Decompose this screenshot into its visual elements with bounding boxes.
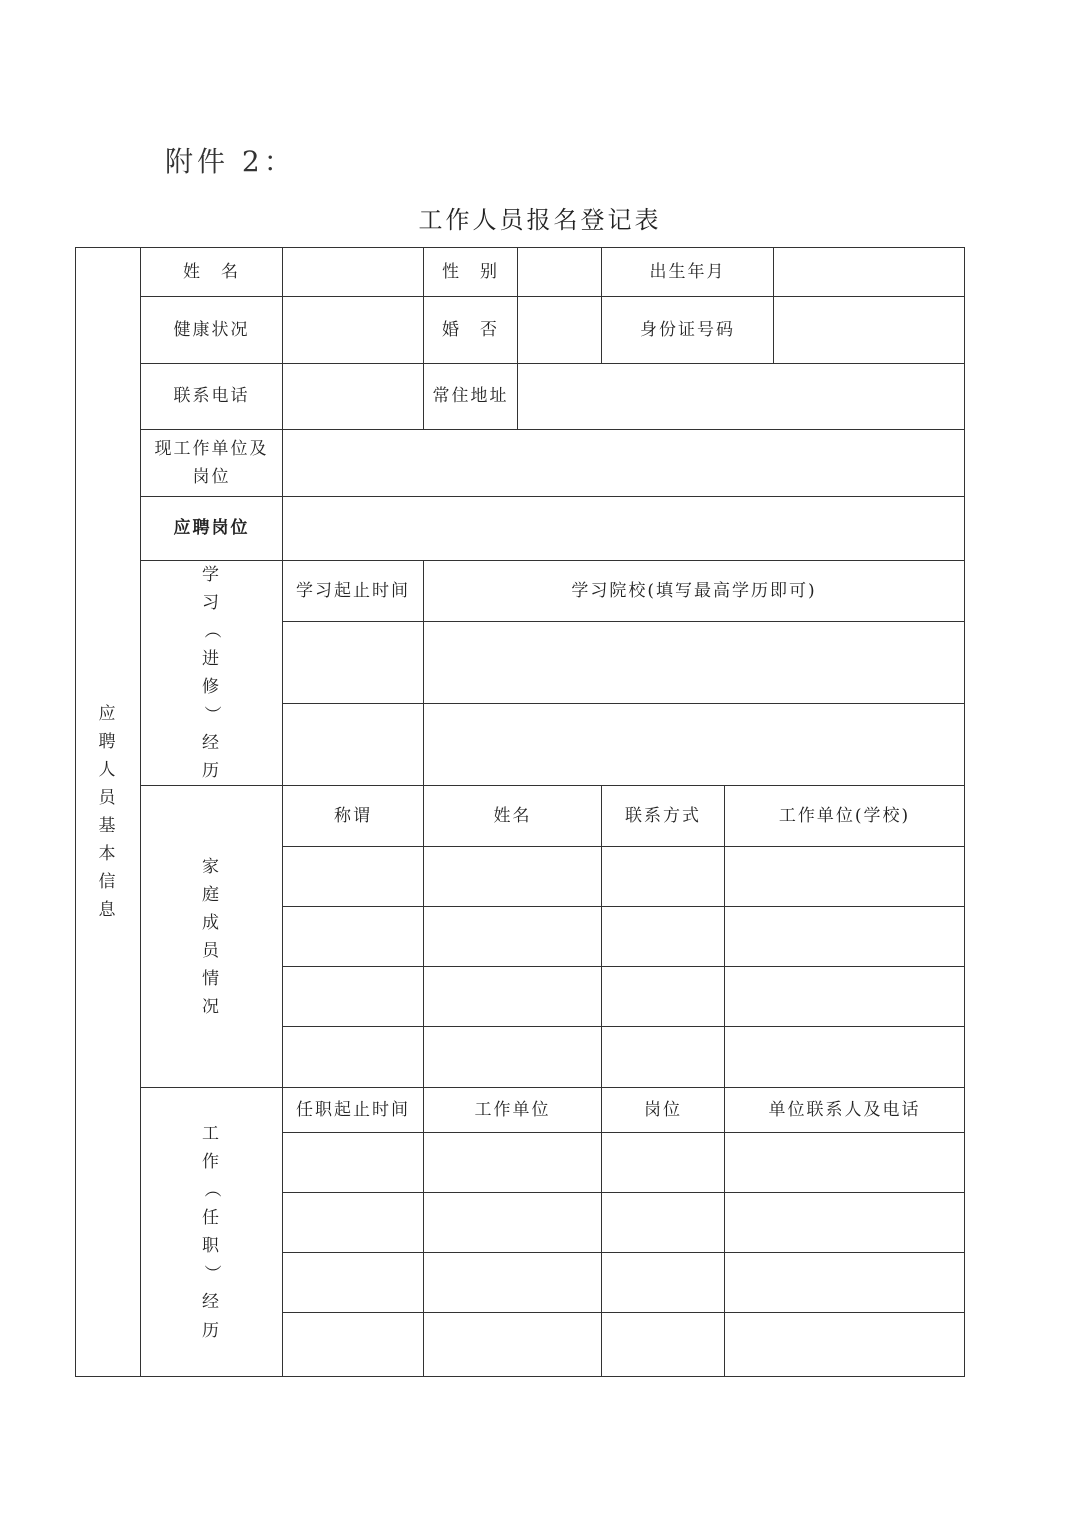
- row-basic-1: [76, 248, 965, 297]
- marital-label: 婚 否: [424, 297, 518, 364]
- education-char: 经: [202, 733, 221, 754]
- education-char: 学: [202, 565, 221, 585]
- work-col-unit: 工作单位: [424, 1088, 602, 1133]
- applied-position-label: 应聘岗位: [141, 497, 283, 561]
- education-time-field[interactable]: [283, 704, 424, 786]
- work-contact-field[interactable]: [725, 1193, 965, 1253]
- family-relation-field[interactable]: [283, 907, 424, 967]
- work-position-field[interactable]: [602, 1313, 725, 1377]
- family-char: 况: [202, 996, 221, 1017]
- family-char: 家: [202, 856, 221, 877]
- health-field[interactable]: [283, 297, 424, 364]
- section-label-applicant-info: [76, 248, 141, 1377]
- work-contact-field[interactable]: [725, 1133, 965, 1193]
- work-char: 历: [202, 1320, 221, 1341]
- family-name-field[interactable]: [424, 967, 602, 1027]
- family-relation-field[interactable]: [283, 847, 424, 907]
- row-current-job: [76, 430, 965, 497]
- form-title: 工作人员报名登记表: [418, 206, 662, 234]
- work-unit-field[interactable]: [424, 1253, 602, 1313]
- section-char: 本: [98, 844, 118, 865]
- registration-table: [75, 247, 965, 1377]
- work-unit-field[interactable]: [424, 1193, 602, 1253]
- birth-label: 出生年月: [602, 248, 774, 297]
- gender-field[interactable]: [518, 248, 602, 297]
- id-number-field[interactable]: [774, 297, 965, 364]
- family-contact-field[interactable]: [602, 1027, 725, 1088]
- section-char: 信: [98, 872, 118, 893]
- family-name-field[interactable]: [424, 1027, 602, 1088]
- row-work-header: [76, 1088, 965, 1133]
- current-job-label: [141, 430, 283, 497]
- section-char: 聘: [98, 732, 118, 753]
- work-time-field[interactable]: [283, 1193, 424, 1253]
- family-col-relation: 称谓: [283, 786, 424, 847]
- work-position-field[interactable]: [602, 1253, 725, 1313]
- family-col-name: 姓名: [424, 786, 602, 847]
- section-char: 息: [98, 900, 118, 921]
- work-time-field[interactable]: [283, 1313, 424, 1377]
- family-char: 庭: [202, 884, 221, 905]
- family-col-contact: 联系方式: [602, 786, 725, 847]
- education-time-field[interactable]: [283, 622, 424, 704]
- id-number-label: 身份证号码: [602, 297, 774, 364]
- registration-form: [75, 247, 964, 1341]
- family-char: 情: [202, 968, 221, 989]
- applied-position-field[interactable]: [283, 497, 965, 561]
- work-time-field[interactable]: [283, 1133, 424, 1193]
- work-char: 任: [202, 1208, 221, 1229]
- name-label: 姓 名: [141, 248, 283, 297]
- family-workplace-field[interactable]: [725, 1027, 965, 1088]
- family-contact-field[interactable]: [602, 967, 725, 1027]
- row-education-header: [76, 561, 965, 622]
- education-char: 习: [202, 593, 221, 614]
- address-field[interactable]: [518, 364, 965, 430]
- family-char: 员: [202, 940, 221, 961]
- section-char: 应: [98, 704, 118, 724]
- section-char: 员: [98, 788, 118, 809]
- family-workplace-field[interactable]: [725, 847, 965, 907]
- work-char: 作: [202, 1152, 221, 1173]
- family-char: 成: [202, 912, 221, 933]
- education-side-label: [141, 561, 283, 786]
- marital-field[interactable]: [518, 297, 602, 364]
- row-family-header: [76, 786, 965, 847]
- attachment-label: 附件 2：: [165, 145, 296, 178]
- work-unit-field[interactable]: [424, 1133, 602, 1193]
- family-name-field[interactable]: [424, 907, 602, 967]
- family-col-workplace: 工作单位(学校): [725, 786, 965, 847]
- section-char: 人: [98, 760, 118, 781]
- education-col-school: 学习院校(填写最高学历即可): [424, 561, 965, 622]
- work-char: ）: [201, 1264, 222, 1284]
- work-char: （: [201, 1180, 222, 1200]
- education-school-field[interactable]: [424, 622, 965, 704]
- work-unit-field[interactable]: [424, 1313, 602, 1377]
- work-col-time: 任职起止时间: [283, 1088, 424, 1133]
- health-label: 健康状况: [141, 297, 283, 364]
- work-char: 职: [202, 1236, 221, 1257]
- row-basic-2: [76, 297, 965, 364]
- row-basic-3: [76, 364, 965, 430]
- gender-label: 性 别: [424, 248, 518, 297]
- education-col-time: 学习起止时间: [283, 561, 424, 622]
- work-char: 工: [202, 1124, 221, 1145]
- family-relation-field[interactable]: [283, 1027, 424, 1088]
- education-char: 历: [202, 761, 221, 782]
- name-field[interactable]: [283, 248, 424, 297]
- work-position-field[interactable]: [602, 1193, 725, 1253]
- phone-field[interactable]: [283, 364, 424, 430]
- work-col-contact: 单位联系人及电话: [725, 1088, 965, 1133]
- family-contact-field[interactable]: [602, 847, 725, 907]
- phone-label: 联系电话: [141, 364, 283, 430]
- birth-field[interactable]: [774, 248, 965, 297]
- family-side-label: [141, 786, 283, 1088]
- work-col-position: 岗位: [602, 1088, 725, 1133]
- row-applied-position: [76, 497, 965, 561]
- family-workplace-field[interactable]: [725, 967, 965, 1027]
- work-char: 经: [202, 1292, 221, 1313]
- family-contact-field[interactable]: [602, 907, 725, 967]
- current-job-label-line-2: 岗位: [192, 467, 231, 487]
- address-label: 常住地址: [424, 364, 518, 430]
- family-workplace-field[interactable]: [725, 907, 965, 967]
- current-job-field[interactable]: [283, 430, 965, 497]
- family-name-field[interactable]: [424, 847, 602, 907]
- work-contact-field[interactable]: [725, 1313, 965, 1377]
- work-time-field[interactable]: [283, 1253, 424, 1313]
- education-char: 进: [202, 649, 221, 670]
- work-position-field[interactable]: [602, 1133, 725, 1193]
- education-char: ）: [201, 705, 222, 725]
- current-job-label-line-1: 现工作单位及: [154, 438, 269, 459]
- work-contact-field[interactable]: [725, 1253, 965, 1313]
- education-school-field[interactable]: [424, 704, 965, 786]
- education-char: 修: [202, 677, 221, 698]
- section-char: 基: [98, 816, 118, 837]
- education-char: （: [201, 621, 222, 641]
- family-relation-field[interactable]: [283, 967, 424, 1027]
- work-side-label: [141, 1088, 283, 1377]
